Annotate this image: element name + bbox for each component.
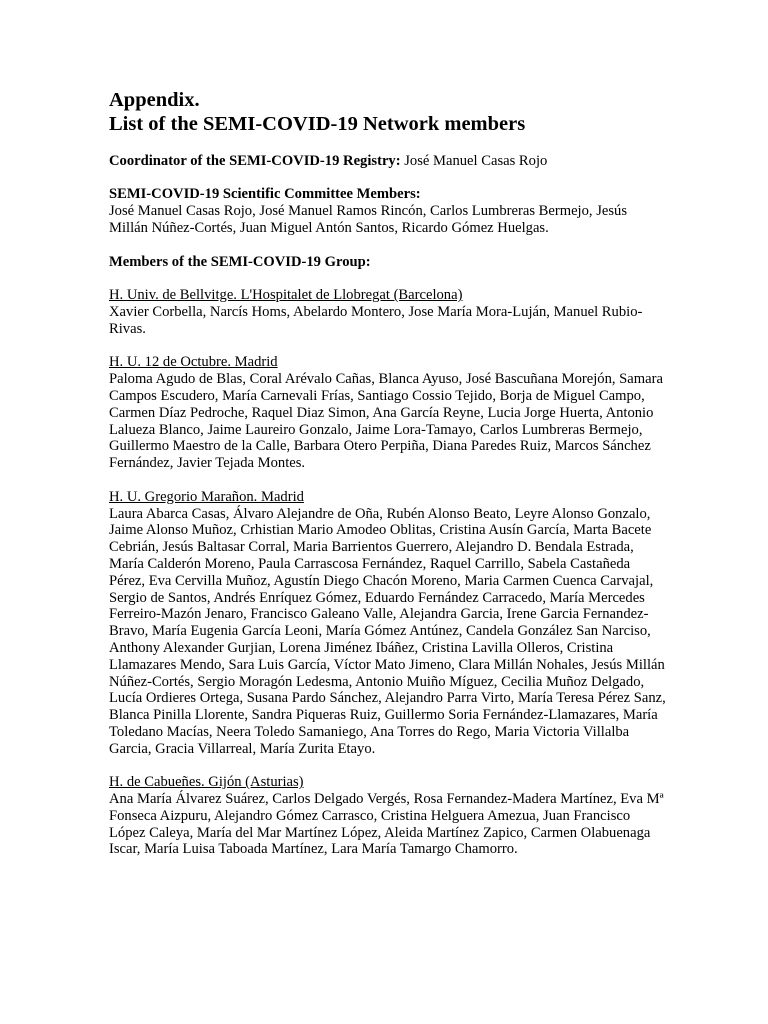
coordinator-paragraph <box>109 153 669 170</box>
committee-heading: SEMI-COVID-19 Scientific Committee Members: <box>109 186 421 203</box>
hospital-name: H. Univ. de Bellvitge. L'Hospitalet de Llobregat (Barcelona) <box>109 287 463 304</box>
page-title <box>109 88 669 136</box>
hospital-name: H. U. 12 de Octubre. Madrid <box>109 354 278 371</box>
hospital-members: Laura Abarca Casas, Álvaro Alejandre de Oña, Rubén Alonso Beato, Leyre Alonso Gonzalo, Jaime Alonso Muñoz, Crhistian Mario Amodeo Oblitas, Cristina Ausín García, Marta Bacete Cebrián, Jesús Baltasar Corral, Maria Barrientos Guerrero, Alejandro D. Bendala Estrada, María Calderón Moreno, Paula Carrascosa Fernández, Raquel Carrillo, Sabela Castañeda Pérez, Eva Cervilla Muñoz, Agustín Diego Chacón Moreno, Maria Carmen Cuenca Carvajal, Sergio de Santos, Andrés Enríquez Gómez, Eduardo Fernández Carracedo, María Mercedes Ferreiro-Mazón Jenaro, Francisco Galeano Valle, Alejandra Garcia, Irene Garcia Fernandez-Bravo, María Eugenia García Leoni, María Gómez Antúnez, Candela González San Narciso, Anthony Alexander Gurjian, Lorena Jiménez Ibáñez, Cristina Lavilla Olleros, Cristina Llamazares Mendo, Sara Luis García, Víctor Mato Jimeno, Clara Millán Nohales, Jesús Millán Núñez-Cortés, Sergio Moragón Ledesma, Antonio Muiño Míguez, Cecilia Muñoz Delgado, Lucía Ordieres Ortega, Susana Pardo Sánchez, Alejandro Parra Virto, María Teresa Pérez Sanz, Blanca Pinilla Llorente, Sandra Piqueras Ruiz, Guillermo Soria Fernández-Llamazares, María Toledano Macías, Neera Toledo Samaniego, Ana Torres do Rego, Maria Victoria Villalba Garcia, Gracia Villarreal, María Zurita Etayo. <box>109 505 666 757</box>
coordinator-label: Coordinator of the SEMI-COVID-19 Registry: <box>109 152 401 169</box>
group-heading: Members of the SEMI-COVID-19 Group: <box>109 253 371 270</box>
document-body <box>109 88 669 858</box>
hospital-members: Xavier Corbella, Narcís Homs, Abelardo Montero, Jose María Mora-Luján, Manuel Rubio-Rivas. <box>109 303 643 337</box>
hospital-name: H. U. Gregorio Marañon. Madrid <box>109 488 304 505</box>
coordinator-name: José Manuel Casas Rojo <box>400 152 548 169</box>
title-line-1: Appendix. <box>109 89 200 111</box>
hospital-members: Paloma Agudo de Blas, Coral Arévalo Cañas, Blanca Ayuso, José Bascuñana Morejón, Samara Campos Escudero, María Carnevali Frías, Santiago Cossio Tejido, Borja de Miguel Campo, Carmen Díaz Pedroche, Raquel Diaz Simon, Ana García Reyne, Lucia Jorge Huerta, Antonio Lalueza Blanco, Jaime Laureiro Gonzalo, Jaime Lora-Tamayo, Carlos Lumbreras Bermejo, Guillermo Maestro de la Calle, Barbara Otero Perpiña, Diana Paredes Ruiz, Marcos Sánchez Fernández, Javier Tejada Montes. <box>109 371 663 472</box>
hospital-name: H. de Cabueñes. Gijón (Asturias) <box>109 774 304 791</box>
committee-members: José Manuel Casas Rojo, José Manuel Ramos Rincón, Carlos Lumbreras Bermejo, Jesús Millán Núñez-Cortés, Juan Miguel Antón Santos, Ricardo Gómez Huelgas. <box>109 203 628 236</box>
hospital-members: Ana María Álvarez Suárez, Carlos Delgado Vergés, Rosa Fernandez-Madera Martínez, Eva Mª Fonseca Aizpuru, Alejandro Gómez Carrasco, Cristina Helguera Amezua, Juan Francisco López Caleya, María del Mar Martínez López, Aleida Martínez Zapico, Carmen Olabuenaga Iscar, María Luisa Taboada Martínez, Lara María Tamargo Chamorro. <box>109 791 664 858</box>
title-line-2: List of the SEMI-COVID-19 Network members <box>109 113 526 135</box>
